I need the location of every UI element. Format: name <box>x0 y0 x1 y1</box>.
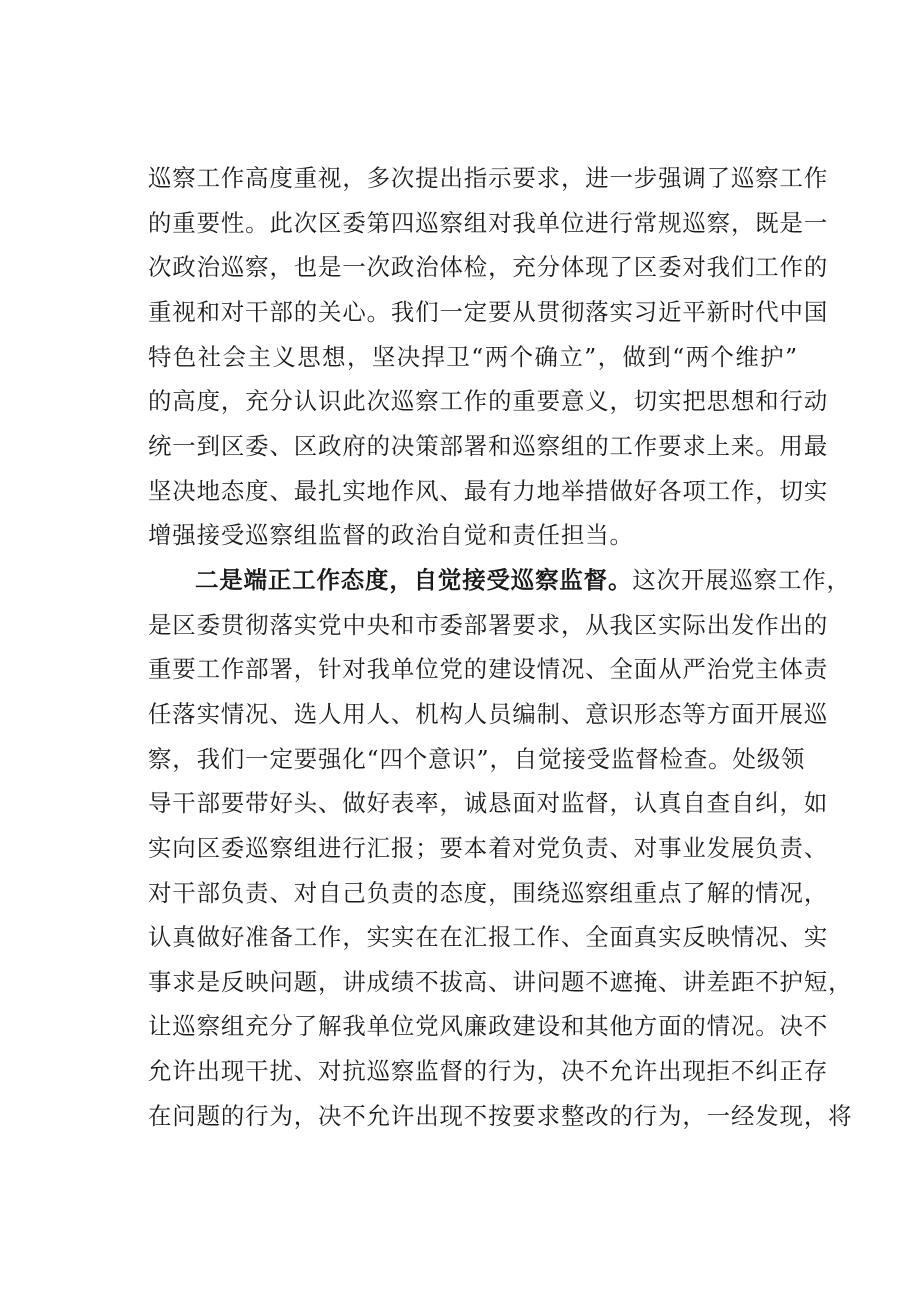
paragraph-1-line: 统一到区委、区政府的决策部署和巡察组的工作要求上来。用最 <box>148 431 829 460</box>
paragraph-1-line: 重视和对干部的关心。我们一定要从贯彻落实习近平新时代中国 <box>148 297 829 326</box>
paragraph-2-first-line-text: 这次开展巡察工作， <box>632 565 851 594</box>
paragraph-1-line: 巡察工作高度重视，多次提出指示要求，进一步强调了巡察工作 <box>148 164 829 192</box>
paragraph-2-line: 实向区委巡察组进行汇报；要本着对党负责、对事业发展负责、 <box>148 833 829 862</box>
paragraph-2-first-line <box>148 558 851 603</box>
paragraph-2-line: 任落实情况、选人用人、机构人员编制、意识形态等方面开展巡 <box>148 699 829 728</box>
paragraph-2-line: 重要工作部署，针对我单位党的建设情况、全面从严治党主体责 <box>148 655 829 684</box>
paragraph-1-line: 特色社会主义思想，坚决捍卫“两个确立”，做到“两个维护” <box>148 342 798 371</box>
paragraph-2-line: 是区委贯彻落实党中央和市委部署要求，从我区实际出发作出的 <box>148 610 829 639</box>
paragraph-2-line: 在问题的行为，决不允许出现不按要求整改的行为，一经发现，将 <box>148 1101 853 1130</box>
paragraph-2 <box>148 558 853 1139</box>
paragraph-1 <box>148 156 829 558</box>
paragraph-1-line: 的重要性。此次区委第四巡察组对我单位进行常规巡察，既是一 <box>148 208 829 237</box>
paragraph-1-line: 次政治巡察，也是一次政治体检，充分体现了区委对我们工作的 <box>148 253 829 282</box>
document-body <box>148 156 853 1138</box>
paragraph-2-line: 对干部负责、对自己负责的态度，围绕巡察组重点了解的情况， <box>148 878 829 907</box>
paragraph-2-heading: 二是端正工作态度，自觉接受巡察监督。 <box>195 565 633 594</box>
paragraph-2-line: 让巡察组充分了解我单位党风廉政建设和其他方面的情况。决不 <box>148 1012 829 1041</box>
paragraph-1-line: 坚决地态度、最扎实地作风、最有力地举措做好各项工作，切实 <box>148 476 829 505</box>
paragraph-2-line: 事求是反映问题，讲成绩不拔高、讲问题不遮掩、讲差距不护短， <box>148 967 853 996</box>
paragraph-2-line: 认真做好准备工作，实实在在汇报工作、全面真实反映情况、实 <box>148 923 829 952</box>
paragraph-2-line: 察，我们一定要强化“四个意识”，自觉接受监督检查。处级领 <box>148 744 806 773</box>
paragraph-1-line: 增强接受巡察组监督的政治自觉和责任担当。 <box>148 521 634 550</box>
paragraph-2-line: 允许出现干扰、对抗巡察监督的行为，决不允许出现拒不纠正存 <box>148 1057 829 1086</box>
paragraph-1-line: 的高度，充分认识此次巡察工作的重要意义，切实把思想和行动 <box>148 387 829 416</box>
paragraph-2-line: 导干部要带好头、做好表率，诚恳面对监督，认真自查自纠，如 <box>148 789 829 818</box>
